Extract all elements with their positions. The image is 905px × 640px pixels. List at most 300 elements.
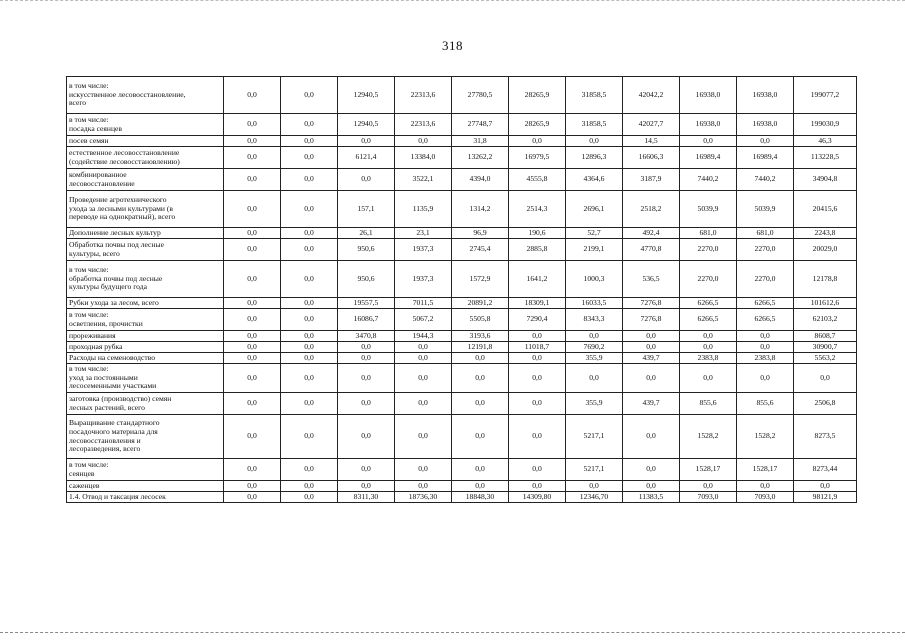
value-cell: 1944,3 — [395, 331, 452, 342]
row-label-line: комбинированное — [69, 169, 127, 179]
row-label-line: лесных растений, всего — [69, 402, 145, 412]
table-row — [67, 342, 857, 353]
table-row — [67, 298, 857, 309]
value-cell: 20415,6 — [794, 191, 857, 228]
value-cell: 6266,5 — [737, 309, 794, 331]
value-cell: 0,0 — [281, 459, 338, 481]
value-cell: 5505,8 — [452, 309, 509, 331]
value-cell: 0,0 — [224, 331, 281, 342]
value-cell: 16938,0 — [680, 114, 737, 136]
table-row — [67, 77, 857, 114]
value-cell: 14,5 — [623, 136, 680, 147]
value-cell: 0,0 — [509, 393, 566, 415]
row-label-line: лесовосстановление — [69, 178, 135, 188]
value-cell: 0,0 — [224, 342, 281, 353]
row-label — [67, 261, 224, 298]
value-cell: 2199,1 — [566, 239, 623, 261]
value-cell: 1937,3 — [395, 239, 452, 261]
row-label-line: саженцев — [69, 480, 100, 490]
value-cell: 199077,2 — [794, 77, 857, 114]
value-cell: 3187,9 — [623, 169, 680, 191]
value-cell: 0,0 — [281, 481, 338, 492]
table-row — [67, 353, 857, 364]
row-label-line: обработка почвы под лесные — [69, 273, 163, 283]
row-label-line: всего — [69, 98, 87, 108]
value-cell: 0,0 — [395, 393, 452, 415]
value-cell: 6266,5 — [737, 298, 794, 309]
value-cell: 22313,6 — [395, 114, 452, 136]
value-cell: 681,0 — [737, 228, 794, 239]
row-label-line: (содействие лесовосстановлению) — [69, 156, 180, 166]
table-row — [67, 228, 857, 239]
value-cell: 0,0 — [452, 481, 509, 492]
table-row — [67, 309, 857, 331]
value-cell: 113228,5 — [794, 147, 857, 169]
value-cell: 2514,3 — [509, 191, 566, 228]
data-table — [66, 76, 857, 503]
value-cell: 1572,9 — [452, 261, 509, 298]
row-label-line: Расходы на семеноводство — [69, 352, 156, 362]
value-cell: 0,0 — [794, 481, 857, 492]
value-cell: 0,0 — [794, 364, 857, 393]
value-cell: 950,6 — [338, 261, 395, 298]
value-cell: 2270,0 — [737, 239, 794, 261]
value-cell: 0,0 — [281, 239, 338, 261]
value-cell: 12896,3 — [566, 147, 623, 169]
table-row — [67, 114, 857, 136]
table-row — [67, 169, 857, 191]
value-cell: 7093,0 — [680, 492, 737, 503]
value-cell: 0,0 — [281, 169, 338, 191]
value-cell: 0,0 — [224, 481, 281, 492]
row-label — [67, 393, 224, 415]
value-cell: 2383,8 — [680, 353, 737, 364]
value-cell: 0,0 — [281, 191, 338, 228]
value-cell: 31858,5 — [566, 114, 623, 136]
value-cell: 1528,17 — [680, 459, 737, 481]
value-cell: 0,0 — [680, 481, 737, 492]
value-cell: 0,0 — [338, 364, 395, 393]
value-cell: 42042,2 — [623, 77, 680, 114]
value-cell: 199030,9 — [794, 114, 857, 136]
value-cell: 12191,8 — [452, 342, 509, 353]
value-cell: 0,0 — [509, 136, 566, 147]
value-cell: 0,0 — [338, 136, 395, 147]
row-label-line: в том числе: — [69, 459, 109, 469]
table-row — [67, 492, 857, 503]
value-cell: 16086,7 — [338, 309, 395, 331]
row-label-line: посадка сеянцев — [69, 123, 123, 133]
value-cell: 0,0 — [281, 114, 338, 136]
value-cell: 3193,6 — [452, 331, 509, 342]
value-cell: 8343,3 — [566, 309, 623, 331]
value-cell: 62103,2 — [794, 309, 857, 331]
value-cell: 0,0 — [395, 342, 452, 353]
scan-bottom-edge — [0, 632, 905, 635]
table-row — [67, 415, 857, 459]
row-label-line: в том числе: — [69, 309, 109, 319]
value-cell: 0,0 — [509, 459, 566, 481]
value-cell: 0,0 — [338, 342, 395, 353]
value-cell: 439,7 — [623, 353, 680, 364]
value-cell: 16938,0 — [680, 77, 737, 114]
value-cell: 6266,5 — [680, 298, 737, 309]
value-cell: 0,0 — [224, 114, 281, 136]
value-cell: 16033,5 — [566, 298, 623, 309]
value-cell: 7290,4 — [509, 309, 566, 331]
value-cell: 0,0 — [338, 169, 395, 191]
row-label-line: заготовка (производство) семян — [69, 393, 172, 403]
value-cell: 0,0 — [680, 331, 737, 342]
page-number: 318 — [442, 38, 463, 53]
table-row — [67, 459, 857, 481]
value-cell: 31,8 — [452, 136, 509, 147]
value-cell: 5039,9 — [680, 191, 737, 228]
value-cell: 26,1 — [338, 228, 395, 239]
value-cell: 0,0 — [737, 331, 794, 342]
row-label-line: лесовосстановления и — [69, 435, 141, 445]
row-label-line: проходная рубка — [69, 341, 123, 351]
value-cell: 7440,2 — [680, 169, 737, 191]
value-cell: 0,0 — [224, 261, 281, 298]
value-cell: 0,0 — [452, 353, 509, 364]
value-cell: 16989,4 — [680, 147, 737, 169]
row-label-line: естественное лесовосстановление — [69, 147, 180, 157]
value-cell: 0,0 — [281, 393, 338, 415]
value-cell: 5563,2 — [794, 353, 857, 364]
value-cell: 0,0 — [338, 481, 395, 492]
value-cell: 27780,5 — [452, 77, 509, 114]
value-cell: 0,0 — [224, 415, 281, 459]
value-cell: 0,0 — [395, 415, 452, 459]
value-cell: 18848,30 — [452, 492, 509, 503]
row-label-line: ухода за лесными культурами (в — [69, 203, 174, 213]
value-cell: 0,0 — [338, 459, 395, 481]
value-cell: 0,0 — [338, 393, 395, 415]
value-cell: 355,9 — [566, 353, 623, 364]
value-cell: 0,0 — [224, 309, 281, 331]
value-cell: 492,4 — [623, 228, 680, 239]
row-label-line: в том числе: — [69, 81, 109, 91]
value-cell: 1528,2 — [737, 415, 794, 459]
table-row — [67, 239, 857, 261]
value-cell: 2383,8 — [737, 353, 794, 364]
value-cell: 439,7 — [623, 393, 680, 415]
value-cell: 2518,2 — [623, 191, 680, 228]
value-cell: 2885,8 — [509, 239, 566, 261]
value-cell: 0,0 — [281, 492, 338, 503]
value-cell: 27748,7 — [452, 114, 509, 136]
value-cell: 28265,9 — [509, 114, 566, 136]
row-label-line: в том числе: — [69, 364, 109, 374]
value-cell: 0,0 — [737, 364, 794, 393]
row-label — [67, 459, 224, 481]
value-cell: 1314,2 — [452, 191, 509, 228]
value-cell: 1937,3 — [395, 261, 452, 298]
row-label — [67, 77, 224, 114]
value-cell: 355,9 — [566, 393, 623, 415]
value-cell: 0,0 — [224, 492, 281, 503]
table-row — [67, 481, 857, 492]
value-cell: 18309,1 — [509, 298, 566, 309]
value-cell: 96,9 — [452, 228, 509, 239]
value-cell: 0,0 — [566, 364, 623, 393]
value-cell: 23,1 — [395, 228, 452, 239]
value-cell: 0,0 — [623, 481, 680, 492]
value-cell: 855,6 — [737, 393, 794, 415]
value-cell: 11018,7 — [509, 342, 566, 353]
value-cell: 34904,8 — [794, 169, 857, 191]
row-label — [67, 364, 224, 393]
row-label-line: Выращивание стандартного — [69, 418, 160, 428]
value-cell: 0,0 — [281, 415, 338, 459]
value-cell: 2270,0 — [680, 261, 737, 298]
row-label — [67, 331, 224, 342]
value-cell: 98121,9 — [794, 492, 857, 503]
value-cell: 8608,7 — [794, 331, 857, 342]
value-cell: 7011,5 — [395, 298, 452, 309]
value-cell: 5217,1 — [566, 415, 623, 459]
row-label-line: переводе на однократный), всего — [69, 212, 176, 222]
value-cell: 1528,2 — [680, 415, 737, 459]
table-row — [67, 364, 857, 393]
row-label-line: сеянцев — [69, 468, 95, 478]
value-cell: 6266,5 — [680, 309, 737, 331]
value-cell: 7276,8 — [623, 309, 680, 331]
row-label-line: искусственное лесовосстановление, — [69, 89, 186, 99]
value-cell: 28265,9 — [509, 77, 566, 114]
value-cell: 2243,8 — [794, 228, 857, 239]
value-cell: 19557,5 — [338, 298, 395, 309]
table-row — [67, 136, 857, 147]
value-cell: 6121,4 — [338, 147, 395, 169]
value-cell: 0,0 — [338, 415, 395, 459]
row-label — [67, 481, 224, 492]
value-cell: 18736,30 — [395, 492, 452, 503]
row-label-line: лесосеменными участками — [69, 381, 157, 391]
row-label — [67, 298, 224, 309]
value-cell: 0,0 — [224, 77, 281, 114]
row-label — [67, 342, 224, 353]
value-cell: 0,0 — [737, 342, 794, 353]
value-cell: 0,0 — [224, 191, 281, 228]
value-cell: 12940,5 — [338, 77, 395, 114]
value-cell: 1135,9 — [395, 191, 452, 228]
value-cell: 950,6 — [338, 239, 395, 261]
value-cell: 1641,2 — [509, 261, 566, 298]
value-cell: 0,0 — [338, 353, 395, 364]
row-label — [67, 239, 224, 261]
value-cell: 0,0 — [224, 364, 281, 393]
row-label — [67, 415, 224, 459]
value-cell: 14309,80 — [509, 492, 566, 503]
value-cell: 3522,1 — [395, 169, 452, 191]
value-cell: 0,0 — [737, 136, 794, 147]
value-cell: 3470,8 — [338, 331, 395, 342]
table-row — [67, 261, 857, 298]
value-cell: 190,6 — [509, 228, 566, 239]
table-body — [67, 77, 857, 503]
value-cell: 16938,0 — [737, 114, 794, 136]
value-cell: 0,0 — [680, 364, 737, 393]
value-cell: 4364,6 — [566, 169, 623, 191]
value-cell: 0,0 — [566, 331, 623, 342]
value-cell: 8273,44 — [794, 459, 857, 481]
table-row — [67, 191, 857, 228]
value-cell: 30900,7 — [794, 342, 857, 353]
value-cell: 0,0 — [623, 331, 680, 342]
row-label — [67, 169, 224, 191]
value-cell: 0,0 — [566, 136, 623, 147]
value-cell: 0,0 — [281, 353, 338, 364]
value-cell: 13384,0 — [395, 147, 452, 169]
value-cell: 12346,70 — [566, 492, 623, 503]
value-cell: 0,0 — [281, 298, 338, 309]
value-cell: 0,0 — [281, 331, 338, 342]
row-label-line: Дополнение лесных культур — [69, 227, 161, 237]
value-cell: 20891,2 — [452, 298, 509, 309]
value-cell: 0,0 — [224, 239, 281, 261]
value-cell: 16979,5 — [509, 147, 566, 169]
value-cell: 0,0 — [224, 353, 281, 364]
value-cell: 0,0 — [281, 228, 338, 239]
table-row — [67, 393, 857, 415]
row-label — [67, 191, 224, 228]
value-cell: 0,0 — [452, 393, 509, 415]
value-cell: 2745,4 — [452, 239, 509, 261]
table-row — [67, 147, 857, 169]
value-cell: 7276,8 — [623, 298, 680, 309]
row-label — [67, 114, 224, 136]
value-cell: 0,0 — [395, 459, 452, 481]
value-cell: 0,0 — [224, 459, 281, 481]
row-label — [67, 492, 224, 503]
value-cell: 157,1 — [338, 191, 395, 228]
value-cell: 0,0 — [509, 353, 566, 364]
row-label — [67, 136, 224, 147]
value-cell: 12940,5 — [338, 114, 395, 136]
value-cell: 12178,8 — [794, 261, 857, 298]
value-cell: 46,3 — [794, 136, 857, 147]
row-label-line: уход за постоянными — [69, 372, 138, 382]
value-cell: 0,0 — [281, 77, 338, 114]
value-cell: 0,0 — [623, 342, 680, 353]
value-cell: 7093,0 — [737, 492, 794, 503]
value-cell: 2696,1 — [566, 191, 623, 228]
value-cell: 0,0 — [452, 459, 509, 481]
value-cell: 0,0 — [737, 481, 794, 492]
row-label-line: культуры, всего — [69, 248, 120, 258]
value-cell: 4394,0 — [452, 169, 509, 191]
row-label-line: Проведение агротехнического — [69, 195, 167, 205]
value-cell: 0,0 — [452, 415, 509, 459]
value-cell: 0,0 — [566, 481, 623, 492]
row-label — [67, 147, 224, 169]
value-cell: 0,0 — [680, 342, 737, 353]
value-cell: 2270,0 — [680, 239, 737, 261]
value-cell: 0,0 — [224, 298, 281, 309]
row-label-line: посев семян — [69, 135, 109, 145]
value-cell: 0,0 — [395, 481, 452, 492]
value-cell: 681,0 — [680, 228, 737, 239]
value-cell: 16606,3 — [623, 147, 680, 169]
value-cell: 0,0 — [395, 136, 452, 147]
value-cell: 16989,4 — [737, 147, 794, 169]
row-label-line: 1.4. Отвод и таксация лесосек — [69, 491, 166, 501]
value-cell: 0,0 — [623, 415, 680, 459]
value-cell: 0,0 — [623, 364, 680, 393]
table-row — [67, 331, 857, 342]
value-cell: 4770,8 — [623, 239, 680, 261]
row-label-line: прореживания — [69, 330, 116, 340]
row-label-line: Рубки ухода за лесом, всего — [69, 297, 159, 307]
value-cell: 8273,5 — [794, 415, 857, 459]
row-label — [67, 353, 224, 364]
value-cell: 0,0 — [509, 481, 566, 492]
value-cell: 0,0 — [509, 415, 566, 459]
value-cell: 0,0 — [281, 342, 338, 353]
value-cell: 0,0 — [224, 228, 281, 239]
row-label-line: культуры будущего года — [69, 282, 147, 292]
value-cell: 5067,2 — [395, 309, 452, 331]
row-label-line: посадочного материала для — [69, 426, 158, 436]
value-cell: 20029,0 — [794, 239, 857, 261]
value-cell: 0,0 — [224, 169, 281, 191]
value-cell: 52,7 — [566, 228, 623, 239]
value-cell: 101612,6 — [794, 298, 857, 309]
value-cell: 2506,8 — [794, 393, 857, 415]
value-cell: 0,0 — [623, 459, 680, 481]
value-cell: 0,0 — [395, 364, 452, 393]
value-cell: 855,6 — [680, 393, 737, 415]
value-cell: 0,0 — [395, 353, 452, 364]
value-cell: 1528,17 — [737, 459, 794, 481]
value-cell: 1000,3 — [566, 261, 623, 298]
value-cell: 11383,5 — [623, 492, 680, 503]
value-cell: 0,0 — [224, 147, 281, 169]
value-cell: 42027,7 — [623, 114, 680, 136]
value-cell: 22313,6 — [395, 77, 452, 114]
value-cell: 0,0 — [224, 393, 281, 415]
value-cell: 2270,0 — [737, 261, 794, 298]
value-cell: 536,5 — [623, 261, 680, 298]
value-cell: 7690,2 — [566, 342, 623, 353]
value-cell: 0,0 — [281, 147, 338, 169]
row-label-line: лесоразведения, всего — [69, 444, 141, 454]
value-cell: 0,0 — [680, 136, 737, 147]
value-cell: 7440,2 — [737, 169, 794, 191]
row-label — [67, 309, 224, 331]
row-label-line: Обработка почвы под лесные — [69, 239, 164, 249]
value-cell: 0,0 — [452, 364, 509, 393]
value-cell: 4555,8 — [509, 169, 566, 191]
value-cell: 0,0 — [509, 331, 566, 342]
row-label-line: в том числе: — [69, 114, 109, 124]
value-cell: 0,0 — [509, 364, 566, 393]
value-cell: 5039,9 — [737, 191, 794, 228]
row-label-line: в том числе: — [69, 265, 109, 275]
row-label — [67, 228, 224, 239]
value-cell: 0,0 — [281, 364, 338, 393]
value-cell: 0,0 — [224, 136, 281, 147]
value-cell: 0,0 — [281, 309, 338, 331]
value-cell: 16938,0 — [737, 77, 794, 114]
value-cell: 0,0 — [281, 136, 338, 147]
value-cell: 13262,2 — [452, 147, 509, 169]
scan-top-edge — [0, 0, 905, 3]
value-cell: 0,0 — [281, 261, 338, 298]
value-cell: 31858,5 — [566, 77, 623, 114]
